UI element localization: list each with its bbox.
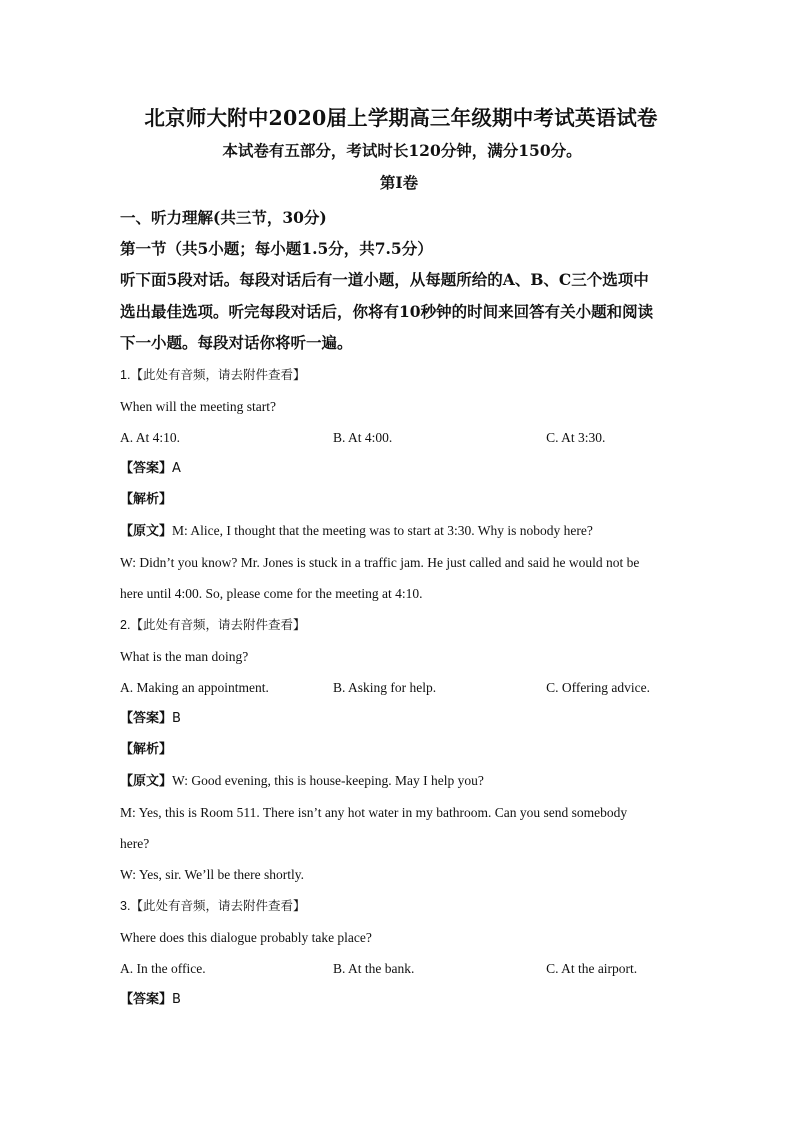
transcript-line (120, 765, 694, 797)
question-2-audio (120, 609, 694, 641)
transcript-line: M: Yes, this is Room 511. There isn’t any hot water in my bathroom. Can you send somebody (120, 804, 628, 820)
option-b: B. At the bank. (333, 960, 415, 976)
option-a: A. At 4:10. (120, 429, 181, 445)
question-2-text: What is the man doing? (120, 648, 249, 664)
original-label: 【原文】 (120, 523, 173, 539)
question-1-audio (120, 359, 694, 391)
question-3-text: Where does this dialogue probably take place? (120, 929, 372, 945)
answer-value: A (172, 460, 181, 476)
analysis-line (120, 734, 694, 765)
transcript-line: here until 4:00. So, please come for the meeting at 4:10. (120, 585, 423, 601)
instruction-line: 选出最佳选项。听完每段对话后，你将有10秒钟的时间来回答有关小题和阅读 (120, 301, 654, 321)
exam-title: 北京师大附中2020届上学期高三年级期中考试英语试卷 (144, 106, 658, 130)
option-b: B. Asking for help. (333, 679, 437, 695)
answer-label: 【答案】 (120, 710, 173, 726)
instruction-line: 听下面5段对话。每段对话后有一道小题，从每题所给的A、B、C三个选项中 (120, 270, 649, 289)
question-number: 1. (120, 367, 131, 382)
instruction-line: 下一小题。每段对话你将听一遍。 (120, 333, 353, 352)
analysis-line (120, 484, 694, 515)
audio-note[interactable]: 【此处有音频，请去附件查看】 (130, 898, 306, 913)
analysis-label: 【解析】 (120, 741, 173, 757)
option-c: C. At 3:30. (546, 429, 606, 445)
transcript-text: M: Alice, I thought that the meeting was to start at 3:30. Why is nobody here? (172, 522, 593, 538)
option-c: C. Offering advice. (546, 679, 651, 695)
transcript-line: W: Yes, sir. We’ll be there shortly. (120, 866, 305, 882)
transcript-text: W: Good evening, this is house-keeping. May I help you? (172, 772, 484, 788)
question-3-options (120, 953, 694, 984)
original-label: 【原文】 (120, 773, 173, 789)
question-number: 3. (120, 898, 131, 913)
answer-value: B (172, 710, 181, 726)
transcript-line: here? (120, 835, 150, 851)
transcript-line: W: Didn’t you know? Mr. Jones is stuck in a traffic jam. He just called and said he would not be (120, 554, 640, 570)
option-a: A. Making an appointment. (120, 679, 269, 695)
part-heading: 第I卷 (379, 173, 419, 192)
answer-value: B (172, 991, 181, 1007)
transcript-line (120, 515, 694, 547)
answer-line (120, 453, 694, 484)
analysis-label: 【解析】 (120, 491, 173, 507)
audio-note[interactable]: 【此处有音频，请去附件查看】 (130, 367, 306, 382)
question-number: 2. (120, 617, 131, 632)
question-2-options (120, 672, 694, 703)
answer-label: 【答案】 (120, 460, 173, 476)
question-1-options (120, 422, 694, 453)
subsection-heading: 第一节（共5小题；每小题1.5分，共7.5分） (120, 239, 433, 258)
question-1-text: When will the meeting start? (120, 398, 276, 414)
answer-line (120, 984, 694, 1015)
question-3-audio (120, 890, 694, 922)
exam-subtitle: 本试卷有五部分，考试时长120分钟，满分150分。 (222, 141, 582, 160)
option-b: B. At 4:00. (333, 429, 393, 445)
option-a: A. In the office. (120, 960, 206, 976)
option-c: C. At the airport. (546, 960, 638, 976)
section-heading: 一、听力理解(共三节，30分) (120, 208, 327, 227)
audio-note[interactable]: 【此处有音频，请去附件查看】 (130, 617, 306, 632)
answer-line (120, 703, 694, 734)
answer-label: 【答案】 (120, 991, 173, 1007)
